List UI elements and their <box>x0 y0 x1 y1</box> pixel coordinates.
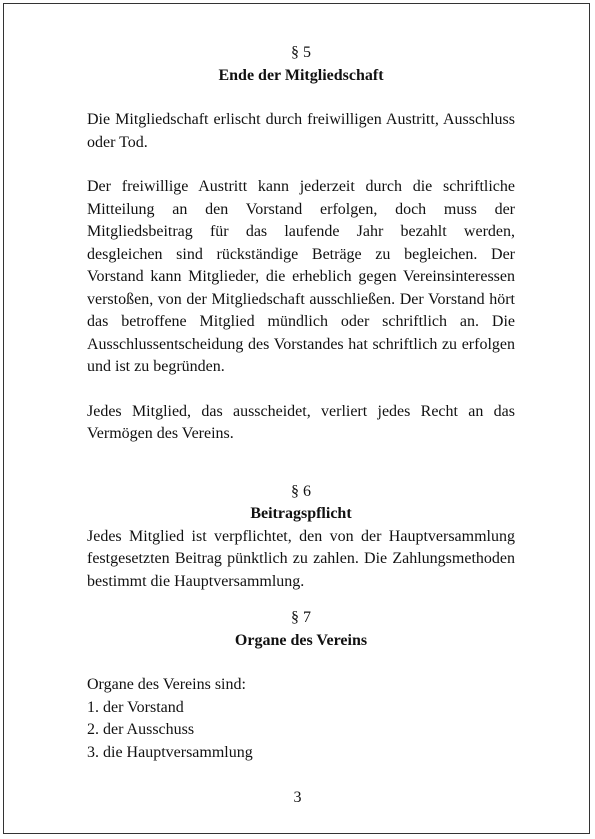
section-6-title: Beitragspflicht <box>250 505 352 522</box>
section-5-paragraph-2: Der freiwillige Austritt kann jederzeit durch die schriftliche Mitteilung an den Vorstand erfolgen, doch muss der Mitgliedsbeitrag für das laufende Jahr bezahlt werden, desgleichen sind rückständige Beträge zu begleichen. Der Vorstand kann Mitglieder, die erheblich gegen Vereinsinteressen verstoßen, von der Mitgliedschaft ausschließen. Der Vorstand hört das betroffene Mitglied mündlich oder schriftlich an. Die Ausschlussentscheidung des Vorstandes hat schriftlich zu erfolgen und ist zu begründen. <box>87 178 515 375</box>
section-5-number: § 5 <box>291 44 311 61</box>
section-7-number: § 7 <box>291 609 311 626</box>
section-6-number: § 6 <box>291 482 311 500</box>
list-item: 1. der Vorstand <box>87 698 184 716</box>
section-5-title: Ende der Mitgliedschaft <box>218 66 384 84</box>
document-body <box>87 42 515 764</box>
section-6-paragraph-1: Jedes Mitglied ist verpflichtet, den von der Hauptversammlung festgesetzten Beitrag pünktlich zu zahlen. Die Zahlungsmethoden bestimmt die Hauptversammlung. <box>87 527 515 590</box>
section-7-title: Organe des Vereins <box>234 631 368 649</box>
page-number: 3 <box>293 789 302 806</box>
section-5-paragraph-1: Die Mitgliedschaft erlischt durch freiwilligen Austritt, Ausschluss oder Tod. <box>87 111 515 151</box>
list-item: 2. der Ausschuss <box>87 721 195 738</box>
organ-list <box>87 697 515 765</box>
list-item: 3. die Hauptversammlung <box>87 743 253 761</box>
section-5-paragraph-3: Jedes Mitglied, das ausscheidet, verliert jedes Recht an das Vermögen des Vereins. <box>87 402 515 442</box>
section-7-intro: Organe des Vereins sind: <box>87 676 246 693</box>
